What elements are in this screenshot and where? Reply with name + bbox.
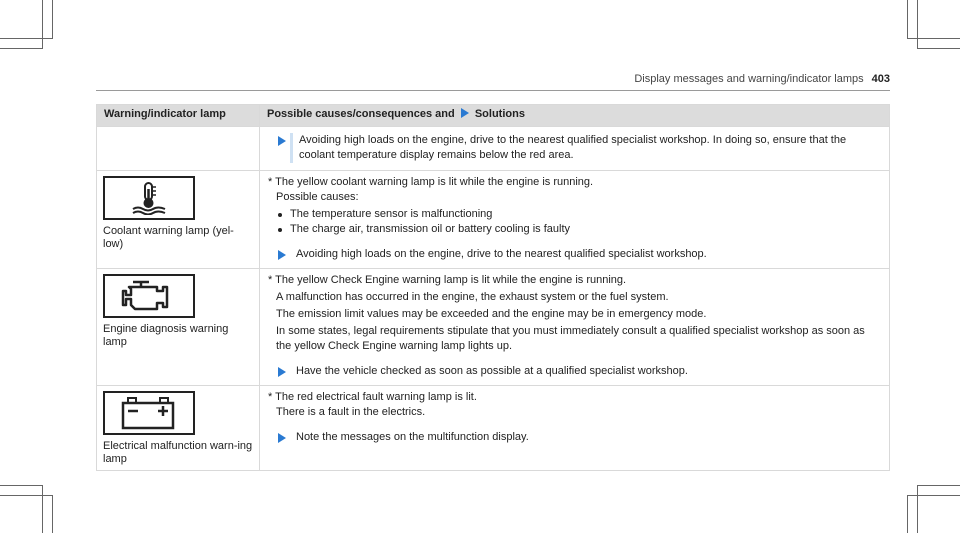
lamp-cell-empty bbox=[97, 127, 260, 171]
crop-mark bbox=[0, 485, 43, 486]
lamp-cell bbox=[97, 269, 260, 386]
solution-text: Note the messages on the multifunction display. bbox=[296, 431, 529, 443]
lamp-description: * The red electrical fault warning lamp is lit. bbox=[268, 391, 477, 403]
crop-mark bbox=[907, 38, 960, 39]
crop-mark bbox=[0, 38, 53, 39]
solution-text: Avoiding high loads on the engine, drive to the nearest qualified specialist workshop. In doing so, ensure that the coolant temperature display remains below the red area. bbox=[290, 133, 881, 163]
solution-text: Avoiding high loads on the engine, drive to the nearest qualified specialist workshop. bbox=[296, 248, 707, 260]
table-row bbox=[97, 386, 890, 471]
battery-icon bbox=[103, 391, 195, 435]
header-divider bbox=[96, 90, 890, 91]
crop-mark bbox=[907, 495, 960, 496]
crop-mark bbox=[42, 0, 43, 48]
crop-mark bbox=[907, 495, 908, 533]
crop-mark bbox=[917, 0, 918, 48]
lamp-cell bbox=[97, 171, 260, 269]
list-item: The temperature sensor is malfunctioning bbox=[284, 207, 881, 222]
description-line: In some states, legal requirements stipulate that you must immediately consult a qualified specialist workshop as soon as the yellow Check Engine warning lamp lights up. bbox=[276, 325, 865, 352]
lamp-description: * The yellow coolant warning lamp is lit while the engine is running. bbox=[268, 176, 594, 188]
table-row bbox=[97, 269, 890, 386]
solution-text: Have the vehicle checked as soon as possible at a qualified specialist workshop. bbox=[296, 365, 688, 377]
column-header-solutions-text: Solutions bbox=[474, 108, 525, 120]
column-header-causes-text: Possible causes/consequences and bbox=[267, 108, 455, 120]
page-header-title: Display messages and warning/indicator lamps bbox=[634, 73, 864, 85]
causes-label: Possible causes: bbox=[276, 191, 359, 203]
table-row bbox=[97, 127, 890, 171]
crop-mark bbox=[52, 0, 53, 38]
description-line: The emission limit values may be exceeded and the engine may be in emergency mode. bbox=[276, 308, 707, 320]
crop-mark bbox=[42, 485, 43, 533]
solution-step bbox=[268, 430, 881, 445]
crop-mark bbox=[917, 485, 960, 486]
table-header-row bbox=[97, 105, 890, 127]
column-header-causes bbox=[260, 105, 890, 127]
crop-mark bbox=[52, 495, 53, 533]
column-header-lamp: Warning/indicator lamp bbox=[97, 105, 260, 127]
arrow-right-icon bbox=[461, 108, 469, 118]
description-line: There is a fault in the electrics. bbox=[276, 406, 426, 418]
solution-step bbox=[268, 247, 881, 262]
page-header bbox=[634, 73, 890, 85]
solution-step bbox=[268, 133, 881, 163]
crop-mark bbox=[0, 48, 43, 49]
crop-mark bbox=[0, 495, 53, 496]
lamp-description: * The yellow Check Engine warning lamp is lit while the engine is running. bbox=[268, 274, 627, 286]
lamp-cell bbox=[97, 386, 260, 471]
lamp-label: Engine diagnosis warning lamp bbox=[103, 323, 229, 348]
arrow-right-icon bbox=[278, 367, 286, 377]
list-item: The charge air, transmission oil or battery cooling is faulty bbox=[284, 222, 881, 237]
page-number: 403 bbox=[871, 73, 890, 85]
causes-cell bbox=[260, 127, 890, 171]
causes-list bbox=[268, 207, 881, 237]
engine-diagnosis-icon bbox=[103, 274, 195, 318]
crop-mark bbox=[907, 0, 908, 38]
lamp-label: Electrical malfunction warn-ing lamp bbox=[103, 440, 253, 465]
crop-mark bbox=[917, 48, 960, 49]
crop-mark bbox=[917, 485, 918, 533]
causes-cell bbox=[260, 269, 890, 386]
causes-cell bbox=[260, 386, 890, 471]
arrow-right-icon bbox=[278, 250, 286, 260]
solution-step bbox=[268, 364, 881, 379]
description-line: A malfunction has occurred in the engine, the exhaust system or the fuel system. bbox=[276, 291, 669, 303]
arrow-right-icon bbox=[278, 433, 286, 443]
table-row bbox=[97, 171, 890, 269]
arrow-right-icon bbox=[278, 136, 286, 146]
warning-lamp-table bbox=[96, 104, 890, 471]
lamp-label: Coolant warning lamp (yel-low) bbox=[103, 225, 234, 250]
coolant-temperature-icon bbox=[103, 176, 195, 220]
causes-cell bbox=[260, 171, 890, 269]
